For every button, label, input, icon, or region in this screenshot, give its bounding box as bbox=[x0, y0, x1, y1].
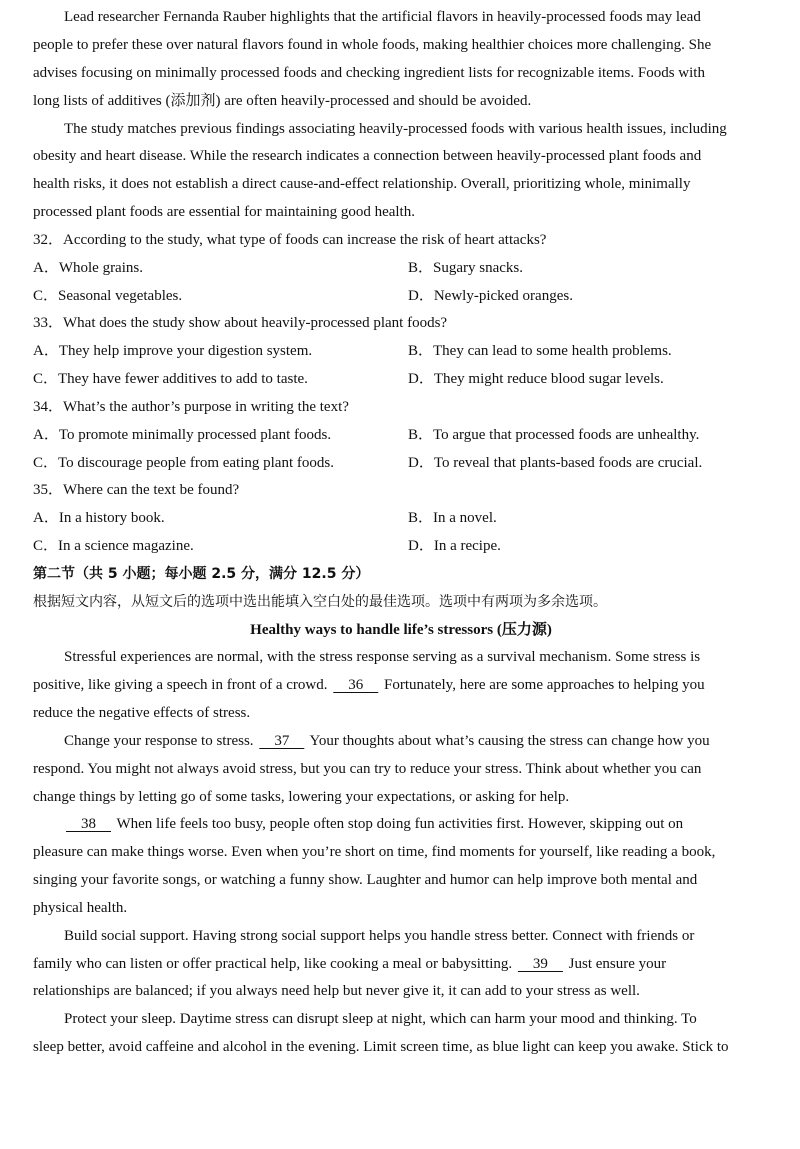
question-34-stem: 34．What’s the author’s purpose in writing the text? bbox=[33, 399, 349, 415]
passage-title: Healthy ways to handle life’s stressors (压力源) bbox=[250, 622, 552, 638]
passage-p1-line-1: Lead researcher Fernanda Rauber highlights that the artificial flavors in heavily-processed foods may lead bbox=[64, 9, 701, 25]
stress-p5-line-2: sleep better, avoid caffeine and alcohol in the evening. Limit screen time, as blue light can keep you awake. Stick to bbox=[33, 1039, 729, 1055]
question-32-option-c: C．Seasonal vegetables. bbox=[33, 288, 183, 304]
stress-p3-line-3: singing your favorite songs, or watching a funny show. Laughter and humor can help improve both mental and bbox=[33, 872, 698, 888]
stress-p4-line-1: Build social support. Having strong social support helps you handle stress better. Connect with friends or bbox=[64, 928, 695, 944]
passage-p2-line-2: obesity and heart disease. While the research indicates a connection between heavily-processed plant foods and bbox=[33, 148, 702, 164]
section-2-instruction: 根据短文内容，从短文后的选项中选出能填入空白处的最佳选项。选项中有两项为多余选项。 bbox=[33, 594, 607, 610]
passage-p1-line-4: long lists of additives (添加剂) are often heavily-processed and should be avoided. bbox=[33, 93, 532, 109]
question-32-option-a: A．Whole grains. bbox=[33, 260, 143, 276]
stress-p1-line-1: Stressful experiences are normal, with the stress response serving as a survival mechanism. Some stress is bbox=[64, 649, 701, 665]
stress-p1-line-2-text-b: Fortunately, here are some approaches to helping you bbox=[380, 677, 705, 693]
question-35-option-a: A．In a history book. bbox=[33, 510, 165, 526]
stress-p1-line-2-text-a: positive, like giving a speech in front of a crowd. bbox=[33, 677, 332, 693]
stress-p4-line-3: relationships are balanced; if you always need help but never give it, it can add to your stress as well. bbox=[33, 983, 640, 999]
stress-p5-line-1: Protect your sleep. Daytime stress can disrupt sleep at night, which can harm your mood and thinking. To bbox=[64, 1011, 697, 1027]
stress-p2-line-1 bbox=[64, 728, 769, 754]
question-35-option-d: D．In a recipe. bbox=[408, 538, 501, 554]
question-32-stem: 32．According to the study, what type of foods can increase the risk of heart attacks? bbox=[33, 232, 547, 248]
stress-p4-line-2-text-a: family who can listen or offer practical help, like cooking a meal or babysitting. bbox=[33, 956, 516, 972]
stress-p3-line-4: physical health. bbox=[33, 900, 128, 916]
stress-p1-line-3: reduce the negative effects of stress. bbox=[33, 705, 251, 721]
passage-p2-line-1: The study matches previous findings associating heavily-processed foods with various health issues, including bbox=[64, 121, 727, 137]
question-32-option-d: D．Newly-picked oranges. bbox=[408, 288, 573, 304]
passage-p2-line-3: health risks, it does not establish a direct cause-and-effect relationship. Overall, prioritizing whole, minimally bbox=[33, 176, 691, 192]
question-35-option-c: C．In a science magazine. bbox=[33, 538, 194, 554]
question-33-stem: 33．What does the study show about heavily-processed plant foods? bbox=[33, 315, 448, 331]
section-2-heading: 第二节（共 5 小题；每小题 2.5 分，满分 12.5 分） bbox=[33, 566, 370, 582]
stress-p2-line-3: change things by letting go of some tasks, lowering your expectations, or asking for help. bbox=[33, 789, 570, 805]
question-33-option-a: A．They help improve your digestion system. bbox=[33, 343, 313, 359]
passage-p1-line-2: people to prefer these over natural flavors found in whole foods, making healthier choices more challenging. She bbox=[33, 37, 712, 53]
stress-p3-line-1 bbox=[64, 811, 769, 837]
blank-36: 36 bbox=[333, 677, 379, 693]
question-32-option-b: B．Sugary snacks. bbox=[408, 260, 523, 276]
stress-p4-line-2 bbox=[33, 951, 769, 977]
blank-37: 37 bbox=[259, 733, 305, 749]
question-34-option-c: C．To discourage people from eating plant foods. bbox=[33, 455, 334, 471]
blank-38: 38 bbox=[66, 816, 111, 832]
question-33-option-d: D．They might reduce blood sugar levels. bbox=[408, 371, 664, 387]
question-33-option-c: C．They have fewer additives to add to taste. bbox=[33, 371, 308, 387]
question-34-option-b: B．To argue that processed foods are unhealthy. bbox=[408, 427, 700, 443]
question-34-option-d: D．To reveal that plants-based foods are crucial. bbox=[408, 455, 703, 471]
passage-p2-line-4: processed plant foods are essential for maintaining good health. bbox=[33, 204, 415, 220]
stress-p2-line-2: respond. You might not always avoid stress, but you can try to reduce your stress. Think about whether you can bbox=[33, 761, 702, 777]
passage-p1-line-3: advises focusing on minimally processed foods and checking ingredient lists for recognizable items. Foods with bbox=[33, 65, 705, 81]
question-34-option-a: A．To promote minimally processed plant foods. bbox=[33, 427, 332, 443]
question-35-stem: 35．Where can the text be found? bbox=[33, 482, 240, 498]
stress-p2-line-1-text-b: Your thoughts about what’s causing the stress can change how you bbox=[306, 733, 710, 749]
stress-p1-line-2 bbox=[33, 672, 769, 698]
question-35-option-b: B．In a novel. bbox=[408, 510, 497, 526]
stress-p3-line-2: pleasure can make things worse. Even when you’re short on time, find moments for yourself, like reading a book, bbox=[33, 844, 716, 860]
stress-p3-line-1-text: When life feels too busy, people often stop doing fun activities first. However, skipping out on bbox=[113, 816, 684, 832]
blank-39: 39 bbox=[517, 956, 563, 972]
question-33-option-b: B．They can lead to some health problems. bbox=[408, 343, 672, 359]
stress-p4-line-2-text-b: Just ensure your bbox=[564, 956, 667, 972]
stress-p2-line-1-text-a: Change your response to stress. bbox=[64, 733, 258, 749]
